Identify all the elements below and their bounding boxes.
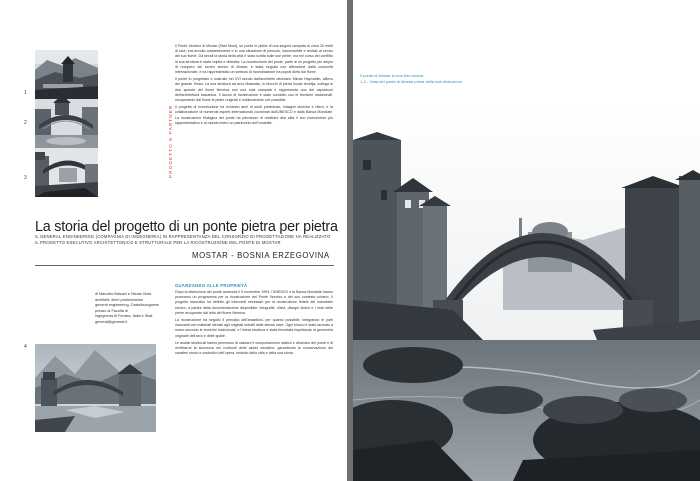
section-label: GUARDANDO ALLE PROPRIETÀ bbox=[175, 283, 248, 288]
bridge-photo-large bbox=[353, 100, 700, 481]
author-credits bbox=[95, 292, 163, 326]
caption-text: 1-4 - Vista del ponte di Mostar prima della sua distruzione bbox=[360, 79, 462, 84]
divider-rule bbox=[35, 265, 334, 266]
author-line: general@general.it bbox=[95, 319, 128, 324]
intro-paragraph: Il ponte fu progettato e costruito nel XVI secolo dall'architetto ottomano Mimar Hayruddin, allievo del grande Sinan. La sua struttura ad arco ribassato, in blocchi di pietra locale tenelija, collega le due sponde del fiume Neretva con una sola campata e rappresenta uno dei capolavori dell'architettura balcanica. Il lavoro di ricostruzione è stato condotto con le tecniche tradizionali, recuperando dal fiume le pietre originali e riutilizzandole ove possibile. bbox=[175, 77, 333, 103]
author-line: general engineering, Castelbolognese presso la Facoltà di bbox=[95, 303, 159, 313]
intro-paragraph: Il progetto di ricostruzione ha richiesto anni di studi preliminari, indagini storiche e rilievi, e la collaborazione di numerosi esperti internazionali coordinati dall'UNESCO e dalla Banca Mondiale. La ricostruzione filologica del ponte ha permesso di restituire alla città il suo monumento più rappresentativo e al mondo intero un patrimonio dell'umanità. bbox=[175, 105, 333, 125]
thumb-number-3: 3 bbox=[24, 175, 27, 181]
photo-thumbnail-3 bbox=[35, 148, 98, 197]
thumb-number-1: 1 bbox=[24, 90, 27, 96]
body-paragraph: La ricostruzione ha seguito il principio dell'anastilosi, per quanto possibile, integrando le parti mancanti con materiali identici agli originali estratti dalle stesse cave. Ogni blocco è stato lavorato a mano secondo le tecniche tradizionali, e l'intera struttura è stata rimontata rispettando la geometria originale dell'arco e delle spalle. bbox=[175, 318, 334, 338]
article-subtitle: IL GENERAL ENGINEERING (COMPAGNIA DI INGEGNERIA) IN RAPPRESENTANZA DEL CONSORZIO DI PROGETTAZIONE HA REALIZZATO IL PROGETTO ESECUTIVO ARCHITETTONICO E STRUTTURALE PER LA RICOSTRUZIONE DEL PONTE DI MOSTAR bbox=[35, 234, 331, 245]
left-page bbox=[0, 0, 347, 481]
body-text-column bbox=[175, 290, 333, 356]
intro-text-column bbox=[175, 44, 333, 126]
vertical-section-label bbox=[160, 70, 173, 180]
thumb-number-2: 2 bbox=[24, 120, 27, 126]
caption-title: Il ponte di Mostar in una foto storica bbox=[360, 73, 424, 78]
photo-thumbnail-2 bbox=[35, 99, 98, 148]
photo-caption bbox=[360, 73, 470, 85]
vertical-label-text: PROGETTO E PARTNER bbox=[168, 104, 173, 178]
author-line: Ingegneria di Ferrara, Italia e Stati bbox=[95, 314, 153, 319]
author-line: di Marcello Balzani e Nicola Viola bbox=[95, 292, 152, 296]
body-paragraph: Dopo la distruzione del ponte avvenuta il 9 novembre 1993, l'UNESCO e la Banca Mondiale hanno promosso un programma per la ricostruzione del Ponte Vecchio e del suo contesto urbano. Il progetto esecutivo ha definito gli interventi necessari per la ricostruzione fedele del manufatto storico, a partire dalla documentazione disponibile: fotografie, rilievi, disegni storici e i resti delle pietre recuperate dal letto del fiume Neretva. bbox=[175, 290, 333, 315]
intro-paragraph: Il Ponte Vecchio di Mostar (Stari Most), un ponte in pietra di una singola campata di circa 30 metri di luce, era avvolto costantemente e in una situazione di pericolo, inaccessibile e restato al centro del suo fiume. Da secoli la storia della città è stata scritta sulle sue pietre, ma nel corso del conflitto la sua struttura è stata colpita e distrutta. La ricostruzione del ponte, parte di un progetto più ampio di recupero del centro storico di Mostar, è stata seguita con attenzione dalla comunità internazionale, e ha rappresentato un simbolo di riconciliazione tra popoli divisi dal fiume. bbox=[175, 44, 333, 75]
author-line: architetti, liberi professionisti bbox=[95, 297, 143, 302]
thumb-number-4: 4 bbox=[24, 344, 27, 350]
bridge-photo-small bbox=[35, 344, 156, 432]
body-paragraph: Le analisi strutturali hanno permesso di valutare il comportamento statico e dinamico del ponte e di verificarne la sicurezza nei confronti delle azioni sismiche, garantendo la conservazione dei caratteri storici e costruttivi dell'opera, simbolo della città e della sua storia. bbox=[175, 340, 333, 356]
photo-thumbnail-1 bbox=[35, 50, 98, 99]
article-title: La storia del progetto di un ponte pietra per pietra bbox=[35, 219, 338, 235]
location-heading: MOSTAR - BOSNIA ERZEGOVINA bbox=[192, 251, 330, 260]
